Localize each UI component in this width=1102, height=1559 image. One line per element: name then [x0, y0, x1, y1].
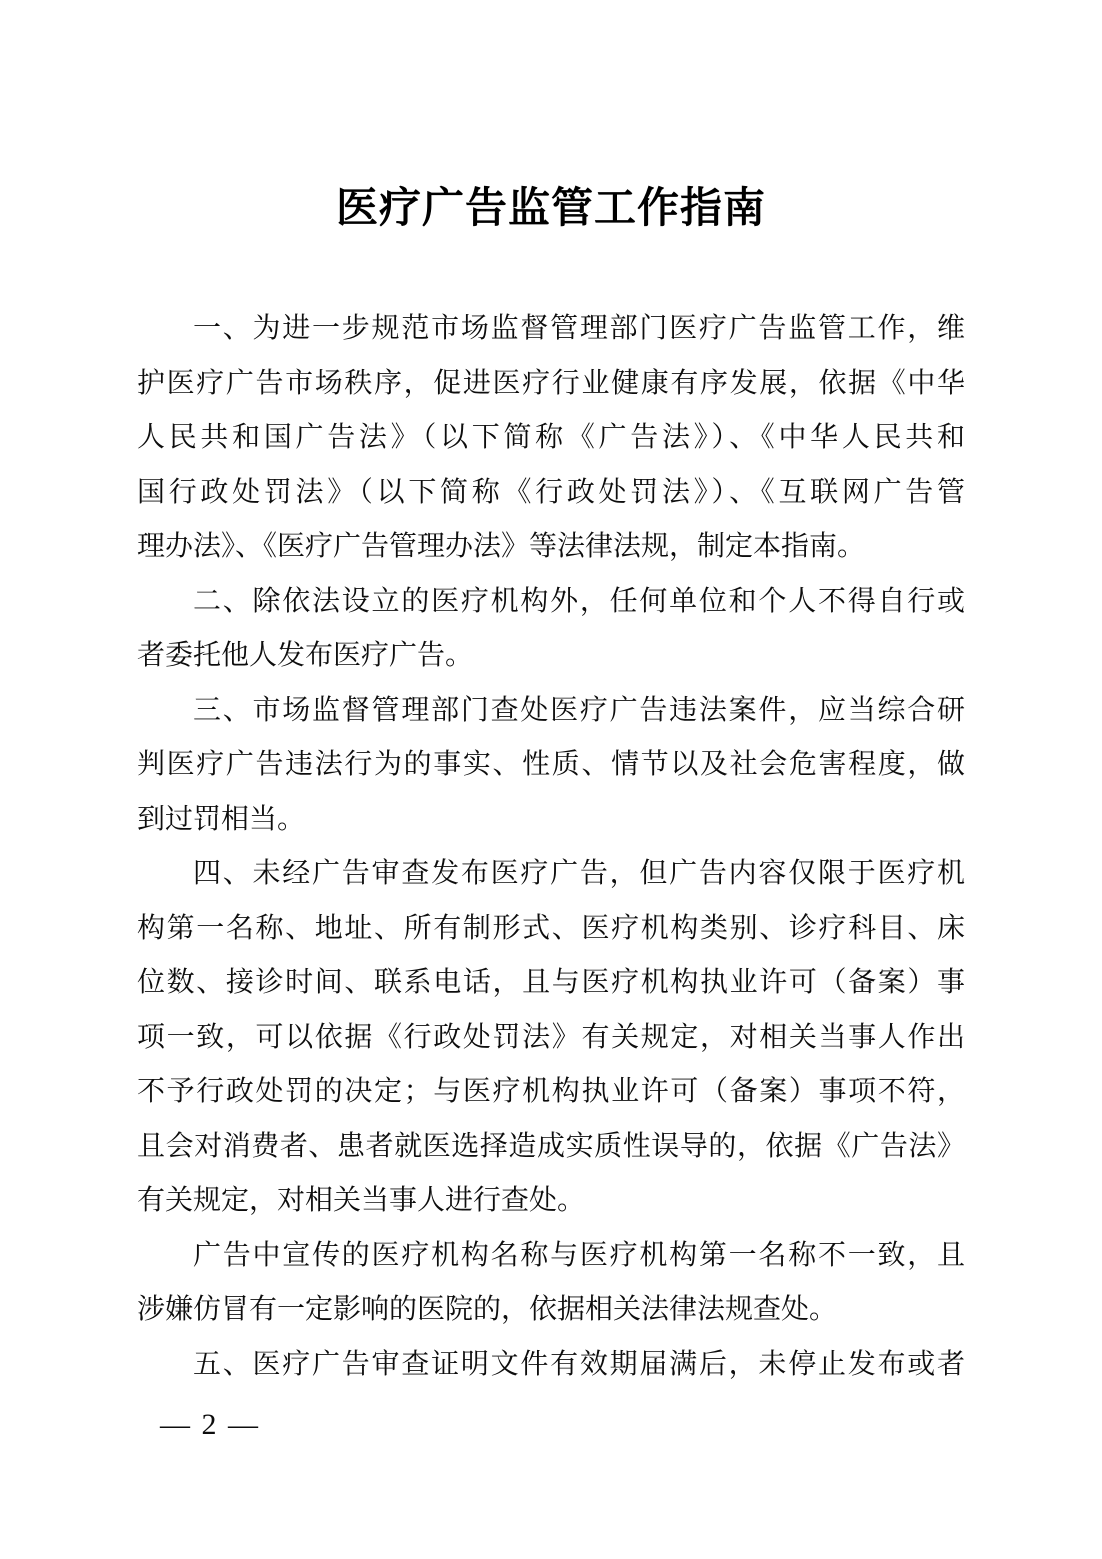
text-line: 位数、接诊时间、联系电话，且与医疗机构执业许可（备案）事: [137, 967, 965, 998]
text-line: 且会对消费者、患者就医选择造成实质性误导的，依据《广告法》: [137, 1130, 965, 1162]
paragraph: [137, 575, 965, 684]
paragraph: [137, 1338, 965, 1393]
text-line: 到过罚相当。: [137, 803, 306, 835]
paragraph: [137, 847, 965, 1229]
document-title: 医疗广告监管工作指南: [335, 186, 766, 232]
text-line: 人民共和国广告法》（以下简称《广告法》）、《中华人民共和: [137, 422, 965, 453]
paragraph: [137, 302, 965, 575]
document-body: [137, 302, 965, 1392]
text-line: 二、除依法设立的医疗机构外，任何单位和个人不得自行或: [193, 585, 965, 617]
paragraph: [137, 684, 965, 848]
text-line: 四、未经广告审查发布医疗广告，但广告内容仅限于医疗机: [193, 858, 965, 889]
text-line: 项一致，可以依据《行政处罚法》有关规定，对相关当事人作出: [137, 1021, 965, 1053]
text-line: 广告中宣传的医疗机构名称与医疗机构第一名称不一致，且: [193, 1239, 965, 1271]
text-line: 不予行政处罚的决定；与医疗机构执业许可（备案）事项不符，: [137, 1076, 965, 1107]
text-line: 一、为进一步规范市场监督管理部门医疗广告监管工作，维: [193, 313, 965, 344]
text-line: 理办法》、《医疗广告管理办法》等法律法规，制定本指南。: [137, 531, 866, 562]
text-line: 判医疗广告违法行为的事实、性质、情节以及社会危害程度，做: [137, 749, 965, 780]
page-number: — 2 —: [160, 1408, 258, 1441]
paragraph: [137, 1229, 965, 1338]
text-line: 护医疗广告市场秩序，促进医疗行业健康有序发展，依据《中华: [137, 367, 965, 399]
text-line: 国行政处罚法》（以下简称《行政处罚法》）、《互联网广告管: [137, 476, 965, 508]
text-line: 有关规定，对相关当事人进行查处。: [137, 1185, 586, 1216]
text-line: 者委托他人发布医疗广告。: [137, 640, 474, 671]
text-line: 涉嫌仿冒有一定影响的医院的，依据相关法律法规查处。: [137, 1294, 838, 1325]
text-line: 五、医疗广告审查证明文件有效期届满后，未停止发布或者: [193, 1348, 965, 1380]
text-line: 三、市场监督管理部门查处医疗广告违法案件，应当综合研: [193, 694, 965, 726]
text-line: 构第一名称、地址、所有制形式、医疗机构类别、诊疗科目、床: [137, 912, 965, 944]
